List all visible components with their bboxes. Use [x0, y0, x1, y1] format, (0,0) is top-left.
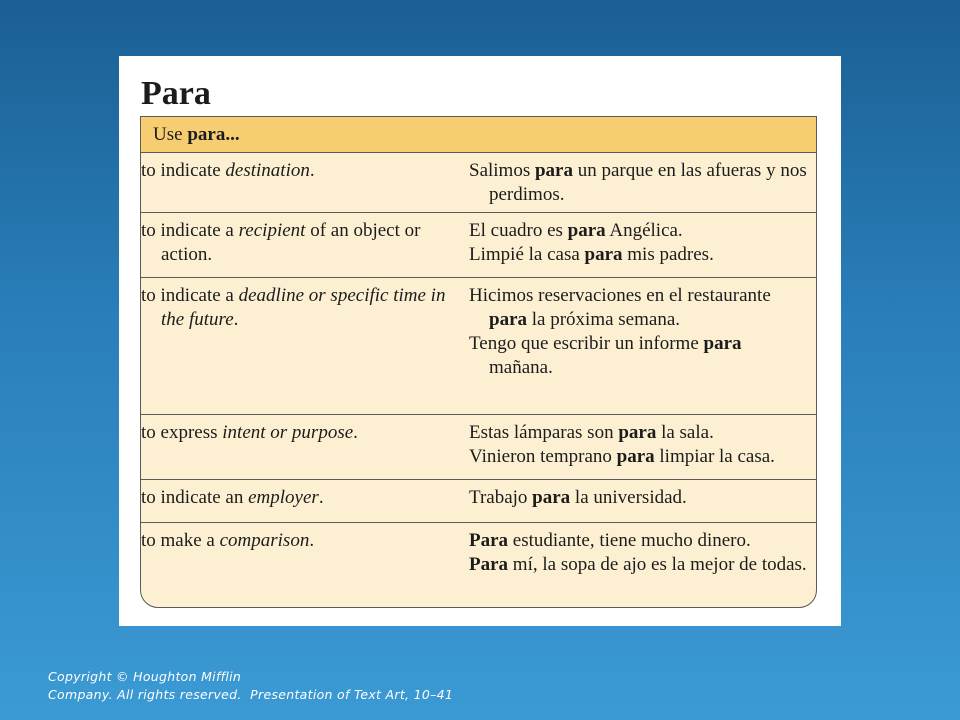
table-row [141, 278, 816, 415]
example-sentence: Tengo que escribir un informe para mañana. [469, 333, 742, 378]
example-sentence: El cuadro es para Angélica. [469, 220, 683, 241]
header-prefix: Use [153, 124, 188, 145]
table-row [141, 415, 816, 480]
usage-emphasis: destination [225, 160, 310, 181]
example-cell [469, 159, 816, 212]
example-cell [469, 486, 816, 522]
example-cell [469, 421, 816, 479]
usage-text: to indicate [141, 160, 226, 181]
usage-cell [141, 159, 469, 212]
example-cell [469, 219, 816, 277]
table-row [141, 480, 816, 523]
usage-emphasis: intent or purpose [222, 422, 354, 443]
table-header [141, 117, 816, 153]
usage-text: . [233, 309, 239, 330]
copyright-line: Copyright © Houghton Mifflin [48, 669, 242, 684]
usage-cell [141, 421, 469, 479]
usage-emphasis: deadline or specific time in the future [161, 285, 446, 330]
usage-text: to make a [141, 530, 220, 551]
usage-emphasis: comparison [219, 530, 310, 551]
example-cell [469, 529, 816, 608]
copyright-footer [48, 668, 453, 704]
usage-cell [141, 529, 469, 608]
usage-cell [141, 219, 469, 277]
example-sentence: Trabajo para la universidad. [469, 487, 687, 508]
usage-text: . [318, 487, 324, 508]
usage-text: to indicate a [141, 285, 239, 306]
usage-text: to express [141, 422, 223, 443]
usage-text: . [309, 530, 315, 551]
usage-emphasis: employer [248, 487, 319, 508]
copyright-line: Company. All rights reserved. Presentation of Text Art, 10–41 [48, 687, 454, 702]
example-sentence: Vinieron temprano para limpiar la casa. [469, 446, 775, 467]
example-sentence: Para mí, la sopa de ajo es la mejor de todas. [469, 554, 807, 575]
usage-text: . [353, 422, 358, 443]
para-usage-table [140, 116, 817, 608]
usage-text: to indicate a [141, 220, 239, 241]
page-title: Para [141, 75, 211, 112]
header-keyword: para... [187, 124, 240, 145]
example-sentence: Estas lámparas son para la sala. [469, 422, 714, 443]
table-row [141, 153, 816, 213]
example-sentence: Para estudiante, tiene mucho dinero. [469, 530, 751, 551]
example-sentence: Hicimos reservaciones en el restaurante para la próxima semana. [469, 285, 771, 330]
usage-cell [141, 486, 469, 522]
example-sentence: Salimos para un parque en las afueras y nos perdimos. [469, 160, 807, 205]
usage-text: of an object or action. [161, 220, 421, 265]
usage-text: . [309, 160, 315, 181]
table-row [141, 213, 816, 278]
usage-cell [141, 284, 469, 414]
example-sentence: Limpié la casa para mis padres. [469, 244, 714, 265]
usage-emphasis: recipient [238, 220, 306, 241]
table-row [141, 523, 816, 608]
example-cell [469, 284, 816, 414]
usage-text: to indicate an [141, 487, 249, 508]
figure-panel [119, 56, 841, 626]
